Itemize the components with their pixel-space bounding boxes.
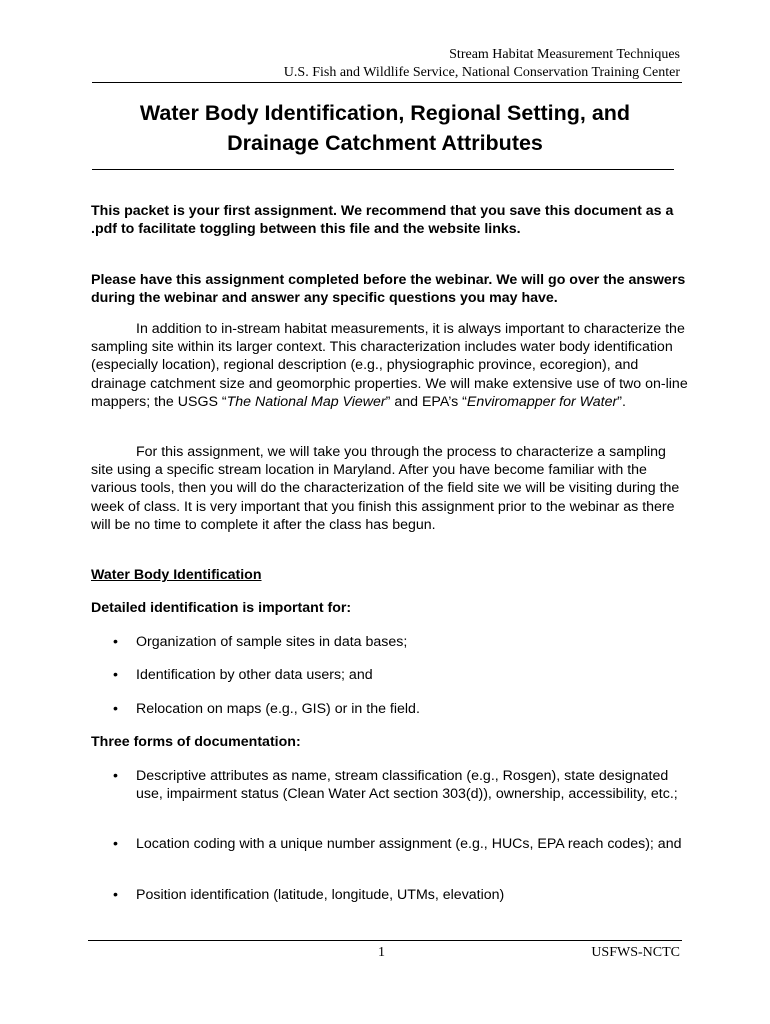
bullet-icon: • <box>113 836 118 852</box>
footer-organization: USFWS-NCTC <box>591 945 680 960</box>
list-item-text: Relocation on maps (e.g., GIS) or in the field. <box>136 701 420 717</box>
bullet-icon: • <box>113 887 118 903</box>
enviromapper-link[interactable]: Enviromapper for Water <box>466 393 618 410</box>
list-item-text: Location coding with a unique number assignment (e.g., HUCs, EPA reach codes); and <box>136 836 682 852</box>
importance-heading: Detailed identification is important for: <box>91 600 352 616</box>
list-item-text: Identification by other data users; and <box>136 667 373 683</box>
page-title-line1: Water Body Identification, Regional Setting, and <box>139 101 631 125</box>
bullet-icon: • <box>113 768 118 784</box>
documentation-heading: Three forms of documentation: <box>91 734 301 750</box>
list-item-text: Organization of sample sites in data bases; <box>136 634 408 650</box>
list-item-text: Position identification (latitude, longitude, UTMs, elevation) <box>136 887 505 903</box>
paragraph-context-text-a: In addition to in-stream habitat measurements, it is always important to characterize the sampling site within its larger context. This characterization includes water body identification (especially location), regional description (e.g., physiographic province, ecoregion), and drainage catchment size and geomorphic properties. We will make extensive use of two on-line mappers; the USGS “ <box>91 321 688 410</box>
bullet-icon: • <box>113 667 118 683</box>
paragraph-context-text-b: ” and EPA’s “ <box>385 393 467 410</box>
page-title-line2: Drainage Catchment Attributes <box>227 131 543 155</box>
paragraph-context-text-c: ”. <box>617 393 626 410</box>
page-title <box>92 98 678 158</box>
paragraph-context <box>91 320 691 411</box>
bullet-icon: • <box>113 701 118 717</box>
footer-divider <box>88 940 682 941</box>
header-divider <box>92 82 682 83</box>
running-header-title: Stream Habitat Measurement Techniques <box>449 47 680 62</box>
national-map-viewer-link[interactable]: The National Map Viewer <box>226 393 386 410</box>
intro-before-webinar: Please have this assignment completed before the webinar. We will go over the answers during the webinar and answer any specific questions you may have. <box>91 272 686 307</box>
title-divider <box>92 169 674 170</box>
section-heading-water-body: Water Body Identification <box>91 567 262 583</box>
paragraph-assignment: For this assignment, we will take you through the process to characterize a sampling site using a specific stream location in Maryland. After you have become familiar with the various tools, then you will do the characterization of the field site we will be visiting during the week of class. It is very important that you finish this assignment prior to the webinar as there will be no time to complete it after the class has begun. <box>91 444 680 533</box>
page-number: 1 <box>378 945 385 960</box>
running-header-organization: U.S. Fish and Wildlife Service, National Conservation Training Center <box>283 65 680 80</box>
bullet-icon: • <box>113 634 118 650</box>
intro-first-assignment: This packet is your first assignment. We recommend that you save this document as a .pdf to facilitate toggling between this file and the website links. <box>91 203 674 238</box>
list-item-text: Descriptive attributes as name, stream classification (e.g., Rosgen), state designated use, impairment status (Clean Water Act section 303(d)), ownership, accessibility, etc.; <box>136 768 678 803</box>
